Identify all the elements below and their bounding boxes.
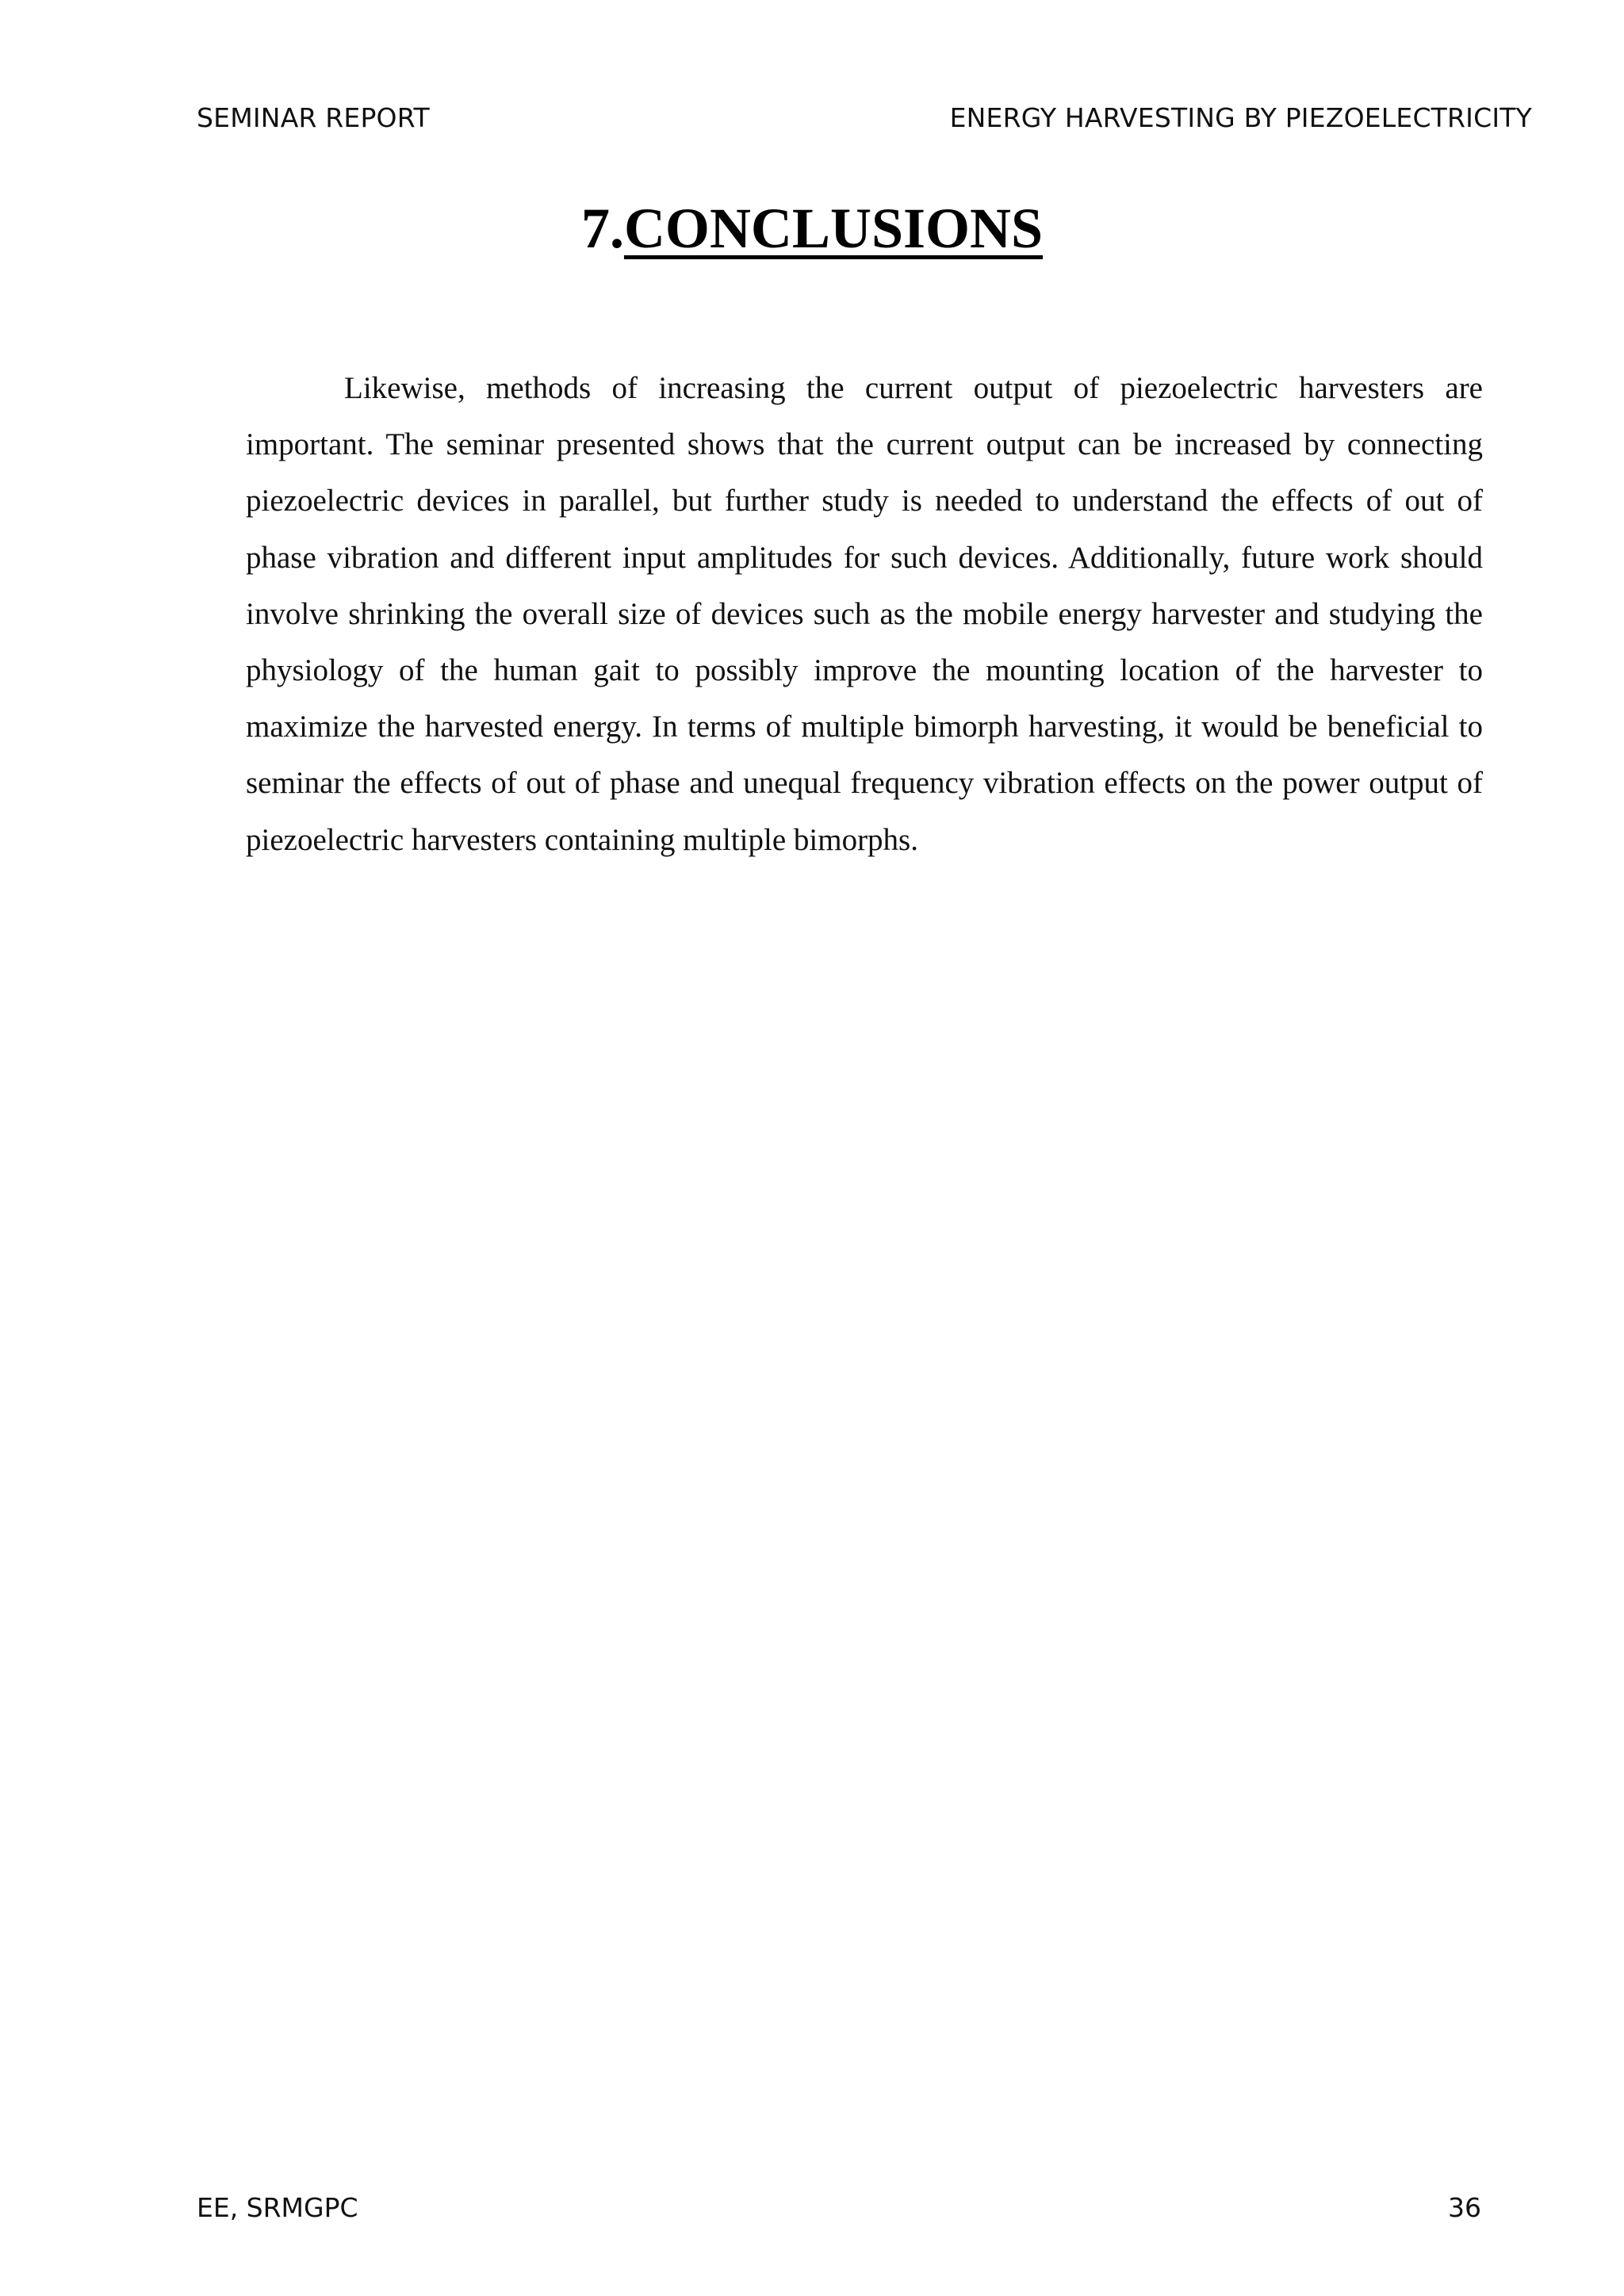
chapter-number: 7.	[580, 197, 624, 260]
running-footer	[197, 2188, 1481, 2226]
running-header	[197, 98, 1532, 136]
conclusion-paragraph: Likewise, methods of increasing the current output of piezoelectric harvesters are important. The seminar presented shows that the current output can be increased by connecting piezoelectric devices in parallel, but further study is needed to understand the effects of out of phase vibration and different input amplitudes for such devices. Additionally, future work should involve shrinking the overall size of devices such as the mobile energy harvester and studying the physiology of the human gait to possibly improve the mounting location of the harvester to maximize the harvested energy. In terms of multiple bimorph harvesting, it would be beneficial to seminar the effects of out of phase and unequal frequency vibration effects on the power output of piezoelectric harvesters containing multiple bimorphs.	[246, 371, 1483, 857]
page-number: 36	[1448, 2191, 1481, 2223]
footer-department: EE, SRMGPC	[197, 2191, 358, 2223]
header-report-topic: ENERGY HARVESTING BY PIEZOELECTRICITY	[949, 101, 1532, 133]
chapter-title-text: CONCLUSIONS	[623, 197, 1044, 260]
header-report-label: SEMINAR REPORT	[197, 101, 430, 133]
chapter-title	[0, 190, 1624, 266]
